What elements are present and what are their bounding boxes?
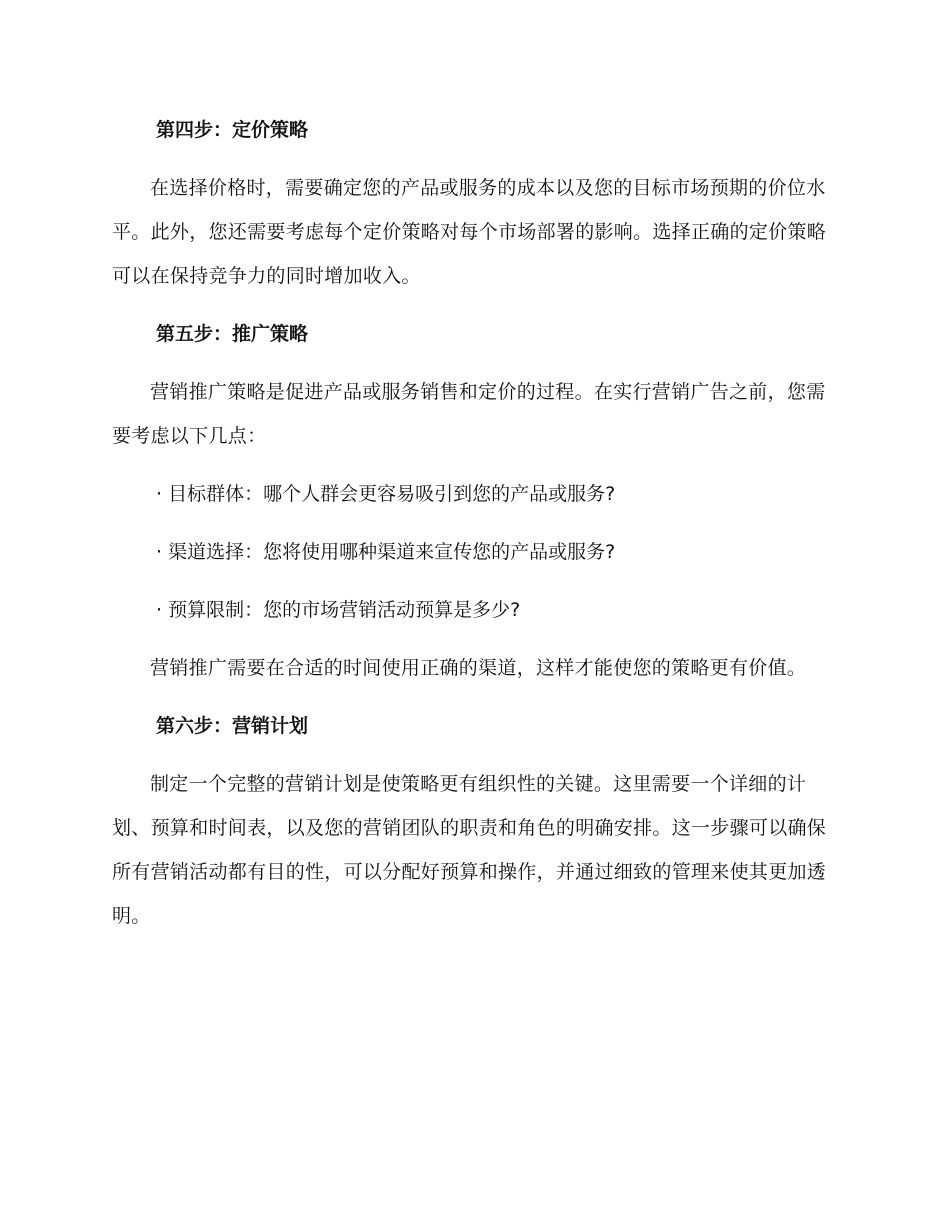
spacer	[112, 152, 832, 166]
spacer	[112, 748, 832, 762]
step5-bullet-budget: · 预算限制：您的市场营销活动预算是多少?	[156, 599, 521, 621]
spacer	[112, 574, 832, 588]
step5-intro: 营销推广策略是促进产品或服务销售和定价的过程。在实行营销广告之前，您需要考虑以下几点：	[112, 381, 826, 447]
step6-heading: 第六步：营销计划	[156, 715, 309, 737]
step5-bullet-channel: · 渠道选择：您将使用哪种渠道来宣传您的产品或服务?	[156, 541, 616, 563]
step5-heading: 第五步：推广策略	[156, 323, 309, 345]
spacer	[112, 458, 832, 472]
step5-closing: 营销推广需要在合适的时间使用正确的渠道，这样才能使您的策略更有价值。	[150, 657, 807, 679]
spacer	[112, 690, 832, 704]
step4-paragraph: 在选择价格时，需要确定您的产品或服务的成本以及您的目标市场预期的价位水平。此外，您还需要考虑每个定价策略对每个市场部署的影响。选择正确的定价策略可以在保持竞争力的同时增加收入。	[112, 177, 827, 287]
spacer	[112, 632, 832, 646]
step6-paragraph: 制定一个完整的营销计划是使策略更有组织性的关键。这里需要一个详细的计划、预算和时间表，以及您的营销团队的职责和角色的明确安排。这一步骤可以确保所有营销活动都有目的性，可以分配好预算和操作，并通过细致的管理来使其更加透明。	[112, 773, 827, 927]
step4-heading: 第四步：定价策略	[156, 119, 309, 141]
spacer	[112, 516, 832, 530]
step5-bullet-audience: · 目标群体：哪个人群会更容易吸引到您的产品或服务?	[156, 483, 616, 505]
spacer	[112, 298, 832, 312]
spacer	[112, 356, 832, 370]
document-body	[112, 108, 832, 938]
